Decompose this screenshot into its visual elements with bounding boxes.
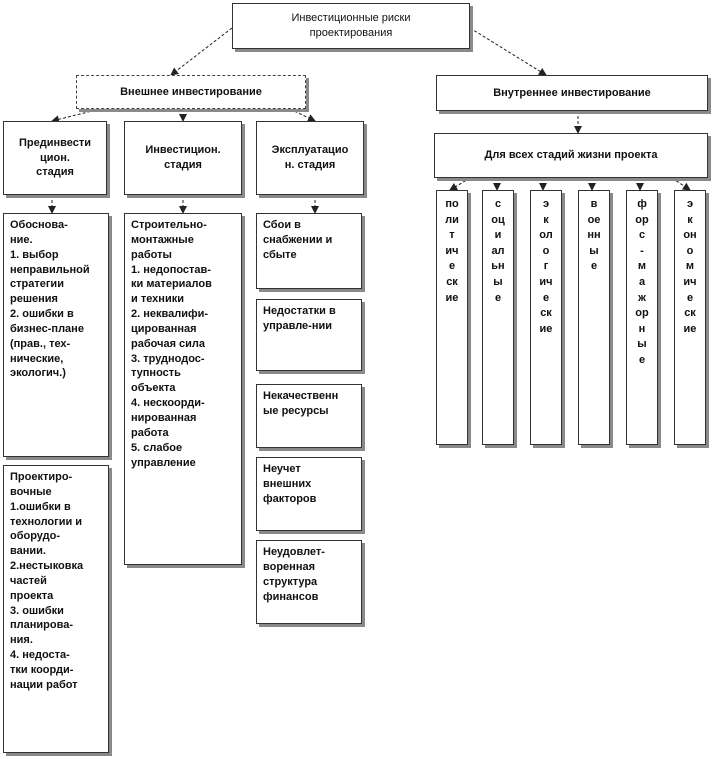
exploitation-item-resources-text: Некачественн ые ресурсы [263, 390, 339, 417]
risk-military-text: в ое нн ы е [587, 198, 601, 273]
stage-investment-label: Инвестицион. стадия [145, 144, 221, 171]
risk-ecological-text: э к ол о г ич е ск ие [539, 198, 553, 335]
arrow-all-r6 [672, 178, 690, 190]
risk-social-text: с оц и ал ьн ы е [491, 198, 505, 304]
preinvestment-item-design [3, 465, 109, 753]
stage-exploitation-box [256, 121, 364, 195]
risk-political [436, 190, 468, 445]
investment-item-construction [124, 213, 242, 565]
preinvestment-item-justification-text: Обоснова- ние. 1. выбор неправильной стратегии решения 2. ошибки в бизнес-плане (прав., тех- нические, экологич.) [10, 219, 90, 380]
stage-exploitation-label: Эксплуатацио н. стадия [271, 144, 349, 171]
exploitation-item-management [256, 299, 362, 371]
arrow-external-exp [290, 109, 315, 121]
risk-political-text: по ли т ич е ск ие [445, 198, 459, 304]
stage-investment-box [124, 121, 242, 195]
preinvestment-item-design-text: Проектиро- вочные 1.ошибки в технологии и оборудо- вании. 2.нестыковка частей проекта 3. ошибки планирова- ния. 4. недоста- тки коорди- нации работ [10, 471, 84, 691]
arrow-root-internal [470, 28, 546, 75]
investment-item-construction-text: Строительно- монтажные работы 1. недопостав- ки материалов и техники 2. неквалифи- цированная рабочая сила 3. труднодос- тупность объекта 4. нескоорди- нированная работа 5. слабое управление [131, 219, 212, 469]
preinvestment-item-justification [3, 213, 109, 457]
all-stages-label: Для всех стадий жизни проекта [484, 149, 658, 162]
risk-force-majeure [626, 190, 658, 445]
risk-force-majeure-text: ф ор с - м а ж ор н ы е [635, 198, 649, 367]
risk-ecological [530, 190, 562, 445]
root-label: Инвестиционные риски проектирования [291, 12, 411, 39]
internal-investment-box [436, 75, 708, 111]
exploitation-item-external-factors-text: Неучет внешних факторов [263, 463, 317, 505]
risk-social [482, 190, 514, 445]
stage-preinvestment-label: Прединвести цион. стадия [19, 136, 91, 179]
risk-economic-text: э к он о м ич е ск ие [683, 198, 697, 335]
arrow-root-external [171, 28, 232, 75]
exploitation-item-finance [256, 540, 362, 624]
exploitation-item-supply-text: Сбои в снабжении и сбыте [263, 219, 333, 261]
arrow-all-r1 [450, 178, 470, 190]
arrow-external-pre [52, 109, 100, 121]
exploitation-item-resources [256, 384, 362, 448]
exploitation-item-management-text: Недостатки в управле-нии [263, 305, 336, 332]
internal-investment-label: Внутреннее инвестирование [493, 86, 651, 99]
risk-military [578, 190, 610, 445]
root-box [232, 3, 470, 49]
risk-economic [674, 190, 706, 445]
external-investment-box [76, 75, 306, 109]
exploitation-item-external-factors [256, 457, 362, 531]
external-investment-label: Внешнее инвестирование [120, 85, 262, 98]
exploitation-item-finance-text: Неудовлет- воренная структура финансов [263, 546, 325, 603]
stage-preinvestment-box [3, 121, 107, 195]
exploitation-item-supply [256, 213, 362, 289]
all-stages-box [434, 133, 708, 178]
